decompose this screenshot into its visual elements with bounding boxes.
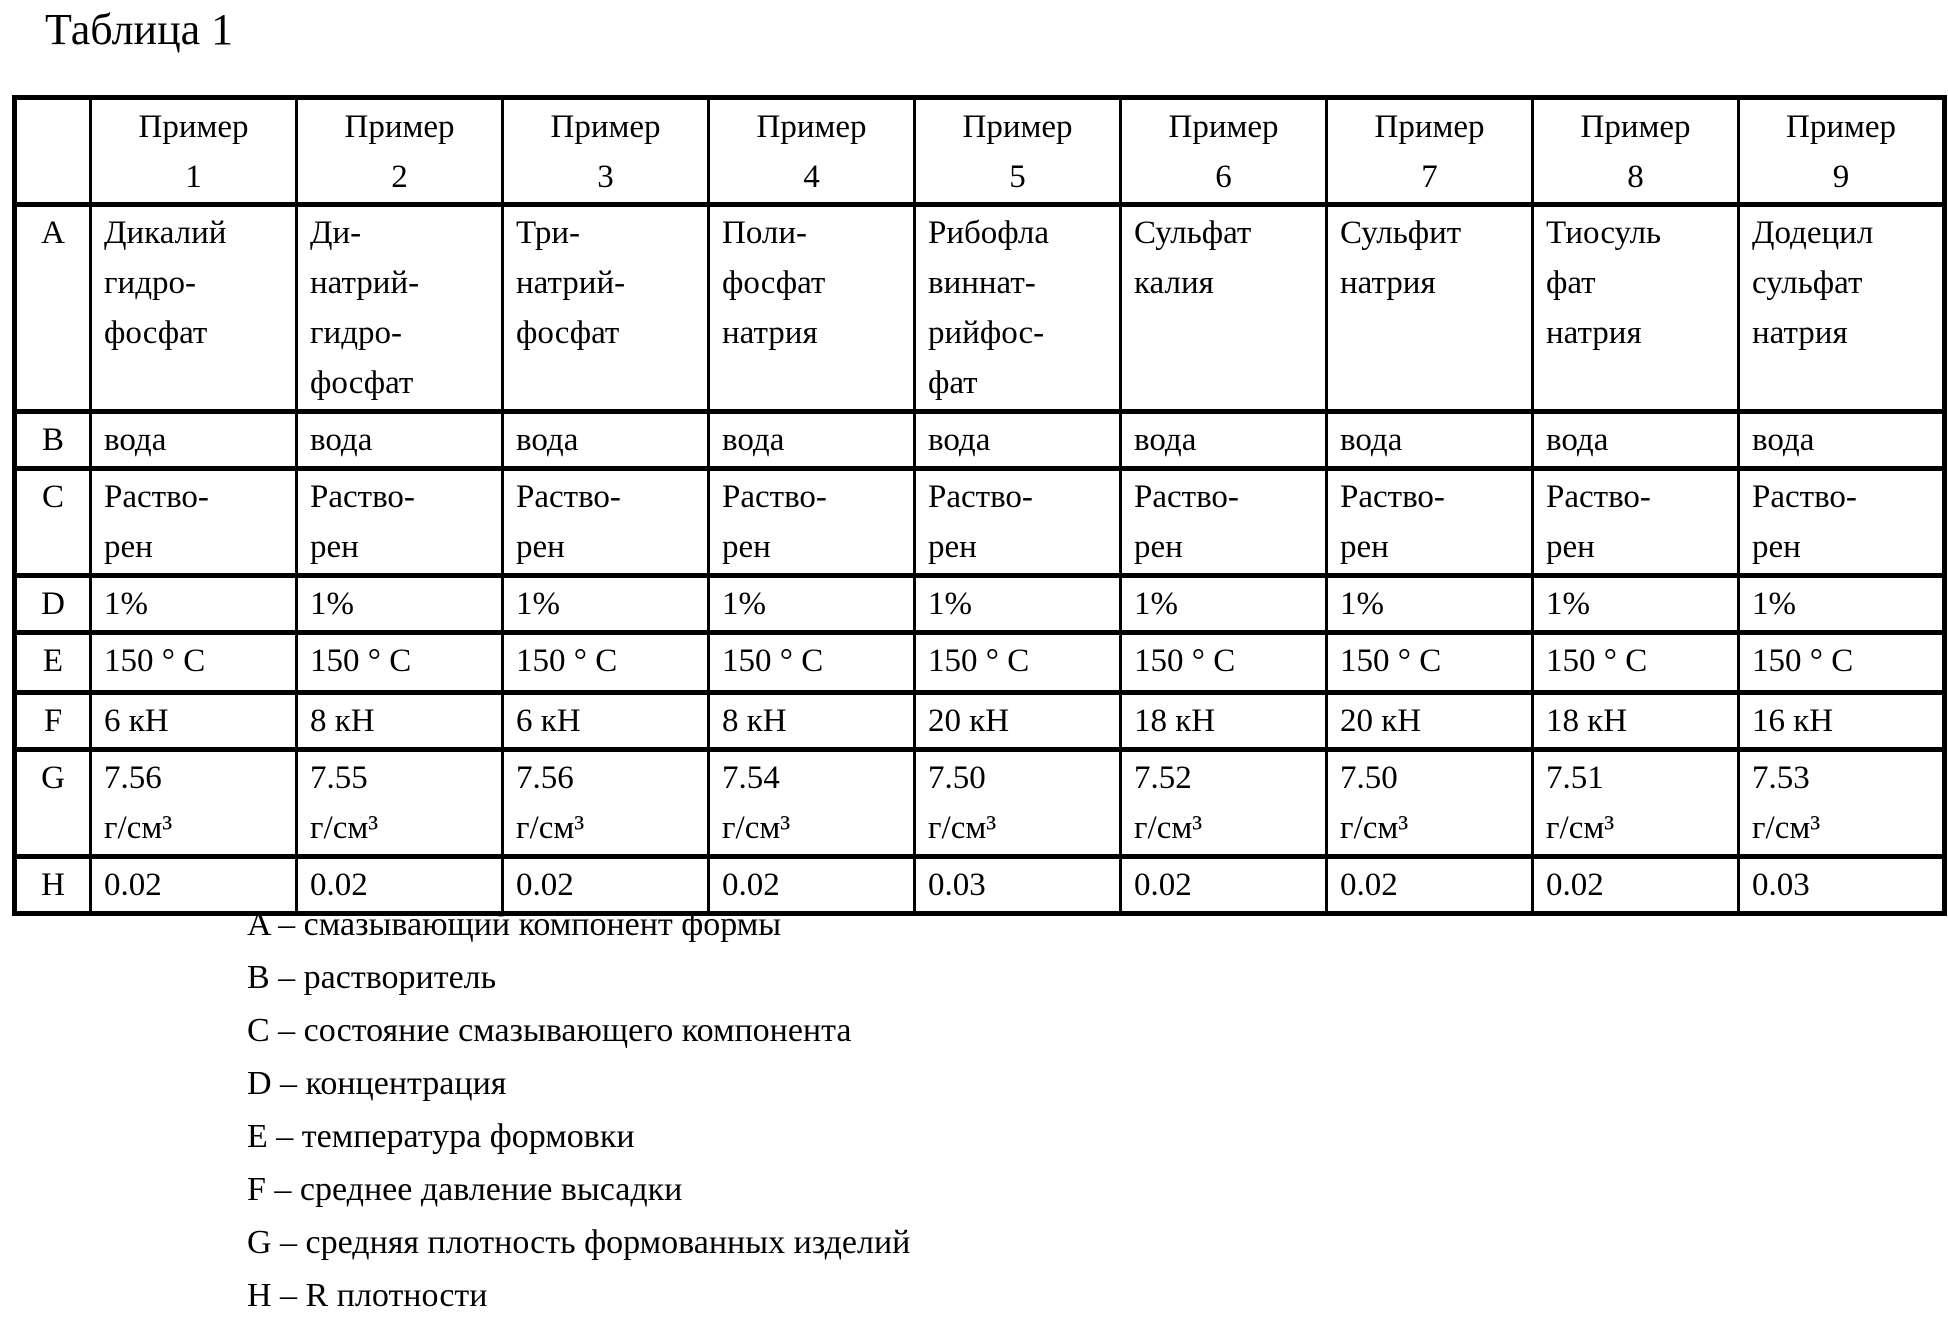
cell-C-example-3: Раство- рен (503, 469, 709, 576)
legend-item-F: F – среднее давление высадки (247, 1171, 683, 1208)
cell-G-example-2: 7.55 г/см³ (297, 750, 503, 857)
cell-D-example-9: 1% (1739, 576, 1945, 633)
cell-B-example-5: вода (915, 412, 1121, 469)
cell-E-example-5: 150 ° C (915, 633, 1121, 693)
cell-H-example-2: 0.02 (297, 857, 503, 914)
row-label-H: H (15, 857, 91, 914)
cell-D-example-5: 1% (915, 576, 1121, 633)
cell-G-example-3: 7.56 г/см³ (503, 750, 709, 857)
row-label-G: G (15, 750, 91, 857)
cell-G-example-6: 7.52 г/см³ (1121, 750, 1327, 857)
column-header-example-6: Пример 6 (1121, 98, 1327, 205)
cell-D-example-6: 1% (1121, 576, 1327, 633)
cell-E-example-7: 150 ° C (1327, 633, 1533, 693)
cell-E-example-9: 150 ° C (1739, 633, 1945, 693)
cell-E-example-8: 150 ° C (1533, 633, 1739, 693)
legend-item-H: H – R плотности (247, 1277, 488, 1314)
cell-C-example-6: Раство- рен (1121, 469, 1327, 576)
cell-A-example-8: Тиосуль фат натрия (1533, 205, 1739, 412)
cell-C-example-5: Раство- рен (915, 469, 1121, 576)
cell-H-example-1: 0.02 (91, 857, 297, 914)
legend-item-B: B – растворитель (247, 959, 497, 996)
column-header-example-7: Пример 7 (1327, 98, 1533, 205)
column-header-example-8: Пример 8 (1533, 98, 1739, 205)
cell-D-example-3: 1% (503, 576, 709, 633)
cell-D-example-8: 1% (1533, 576, 1739, 633)
cell-A-example-9: Додецил сульфат натрия (1739, 205, 1945, 412)
cell-A-example-2: Ди- натрий- гидро- фосфат (297, 205, 503, 412)
table-header (15, 98, 1945, 205)
cell-F-example-7: 20 кН (1327, 693, 1533, 750)
legend-item-A: A – смазывающий компонент формы (247, 906, 782, 943)
cell-A-example-4: Поли- фосфат натрия (709, 205, 915, 412)
cell-A-example-1: Дикалий гидро- фосфат (91, 205, 297, 412)
cell-B-example-4: вода (709, 412, 915, 469)
column-header-example-9: Пример 9 (1739, 98, 1945, 205)
cell-H-example-6: 0.02 (1121, 857, 1327, 914)
cell-C-example-2: Раство- рен (297, 469, 503, 576)
cell-C-example-9: Раство- рен (1739, 469, 1945, 576)
cell-C-example-8: Раство- рен (1533, 469, 1739, 576)
row-label-E: E (15, 633, 91, 693)
cell-F-example-4: 8 кН (709, 693, 915, 750)
cell-A-example-3: Три- натрий- фосфат (503, 205, 709, 412)
cell-B-example-7: вода (1327, 412, 1533, 469)
cell-B-example-9: вода (1739, 412, 1945, 469)
legend (247, 898, 910, 1317)
cell-A-example-7: Сульфит натрия (1327, 205, 1533, 412)
row-label-C: C (15, 469, 91, 576)
cell-D-example-1: 1% (91, 576, 297, 633)
cell-G-example-4: 7.54 г/см³ (709, 750, 915, 857)
cell-H-example-3: 0.02 (503, 857, 709, 914)
cell-C-example-4: Раство- рен (709, 469, 915, 576)
cell-H-example-7: 0.02 (1327, 857, 1533, 914)
table-row-G (15, 750, 1945, 857)
column-header-example-2: Пример 2 (297, 98, 503, 205)
cell-G-example-8: 7.51 г/см³ (1533, 750, 1739, 857)
legend-item-E: E – температура формовки (247, 1118, 635, 1155)
row-label-D: D (15, 576, 91, 633)
cell-E-example-1: 150 ° C (91, 633, 297, 693)
cell-F-example-3: 6 кН (503, 693, 709, 750)
cell-F-example-5: 20 кН (915, 693, 1121, 750)
table-row-E (15, 633, 1945, 693)
cell-E-example-6: 150 ° C (1121, 633, 1327, 693)
cell-F-example-8: 18 кН (1533, 693, 1739, 750)
cell-H-example-9: 0.03 (1739, 857, 1945, 914)
table-row-A (15, 205, 1945, 412)
column-header-example-4: Пример 4 (709, 98, 915, 205)
legend-item-D: D – концентрация (247, 1065, 507, 1102)
cell-F-example-9: 16 кН (1739, 693, 1945, 750)
cell-C-example-7: Раство- рен (1327, 469, 1533, 576)
cell-C-example-1: Раство- рен (91, 469, 297, 576)
column-header-example-5: Пример 5 (915, 98, 1121, 205)
cell-E-example-2: 150 ° C (297, 633, 503, 693)
cell-G-example-1: 7.56 г/см³ (91, 750, 297, 857)
cell-A-example-5: Рибофла виннат- рийфос- фат (915, 205, 1121, 412)
column-header-example-1: Пример 1 (91, 98, 297, 205)
table-body (15, 205, 1945, 914)
table-row-B (15, 412, 1945, 469)
legend-item-C: C – состояние смазывающего компонента (247, 1012, 852, 1049)
cell-B-example-8: вода (1533, 412, 1739, 469)
examples-table (12, 95, 1947, 916)
corner-cell (15, 98, 91, 205)
cell-F-example-1: 6 кН (91, 693, 297, 750)
table-row-D (15, 576, 1945, 633)
cell-D-example-4: 1% (709, 576, 915, 633)
cell-F-example-2: 8 кН (297, 693, 503, 750)
cell-G-example-9: 7.53 г/см³ (1739, 750, 1945, 857)
cell-G-example-5: 7.50 г/см³ (915, 750, 1121, 857)
cell-B-example-2: вода (297, 412, 503, 469)
cell-H-example-8: 0.02 (1533, 857, 1739, 914)
legend-item-G: G – средняя плотность формованных изделий (247, 1224, 911, 1261)
cell-H-example-4: 0.02 (709, 857, 915, 914)
cell-F-example-6: 18 кН (1121, 693, 1327, 750)
cell-A-example-6: Сульфат калия (1121, 205, 1327, 412)
column-header-example-3: Пример 3 (503, 98, 709, 205)
cell-B-example-1: вода (91, 412, 297, 469)
cell-E-example-3: 150 ° C (503, 633, 709, 693)
row-label-A: A (15, 205, 91, 412)
cell-E-example-4: 150 ° C (709, 633, 915, 693)
cell-D-example-7: 1% (1327, 576, 1533, 633)
table-title: Таблица 1 (45, 5, 234, 54)
cell-B-example-3: вода (503, 412, 709, 469)
table-row-C (15, 469, 1945, 576)
cell-G-example-7: 7.50 г/см³ (1327, 750, 1533, 857)
cell-B-example-6: вода (1121, 412, 1327, 469)
table-row-F (15, 693, 1945, 750)
row-label-B: B (15, 412, 91, 469)
cell-H-example-5: 0.03 (915, 857, 1121, 914)
row-label-F: F (15, 693, 91, 750)
cell-D-example-2: 1% (297, 576, 503, 633)
